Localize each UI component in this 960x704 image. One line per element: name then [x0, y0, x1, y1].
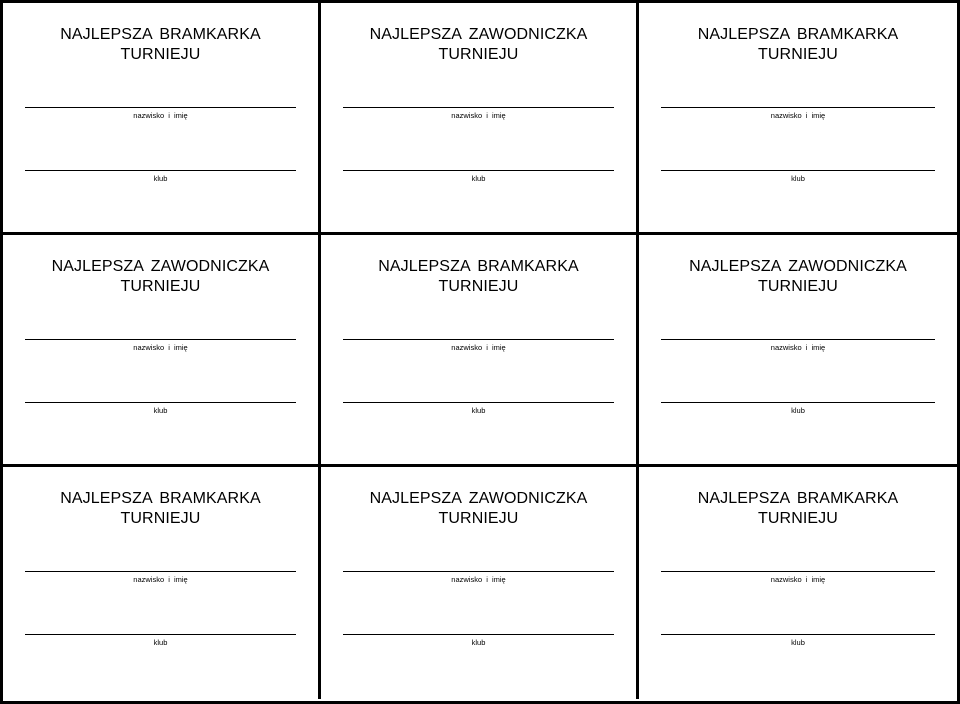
- card-title: [321, 489, 636, 529]
- card-title-line1: NAJLEPSZA ZAWODNICZKA: [369, 490, 588, 507]
- award-card: [3, 3, 321, 235]
- card-title-line2: TURNIEJU: [120, 510, 201, 527]
- club-caption: klub: [471, 638, 486, 647]
- card-title: [3, 489, 318, 529]
- name-write-line: [661, 571, 935, 572]
- card-title-line1: NAJLEPSZA ZAWODNICZKA: [51, 258, 270, 275]
- card-title: [639, 257, 957, 297]
- award-card: [639, 235, 957, 467]
- card-title-line1: NAJLEPSZA BRAMKARKA: [378, 258, 579, 275]
- club-caption: klub: [471, 406, 486, 415]
- card-title-line1: NAJLEPSZA BRAMKARKA: [697, 490, 899, 507]
- card-title: [639, 489, 957, 529]
- name-write-line: [661, 107, 935, 108]
- card-title: [3, 257, 318, 297]
- club-caption: klub: [153, 638, 168, 647]
- club-write-line: [25, 634, 296, 635]
- card-title-line2: TURNIEJU: [120, 46, 201, 63]
- name-write-line: [25, 571, 296, 572]
- name-write-line: [343, 571, 614, 572]
- name-caption: nazwisko i imię: [451, 343, 506, 352]
- card-title-line2: TURNIEJU: [758, 278, 838, 295]
- card-title: [321, 257, 636, 297]
- club-caption: klub: [153, 174, 168, 183]
- card-title: [3, 25, 318, 65]
- card-title-line2: TURNIEJU: [758, 46, 838, 63]
- name-write-line: [343, 107, 614, 108]
- club-write-line: [343, 170, 614, 171]
- award-card: [321, 467, 639, 699]
- club-write-line: [343, 402, 614, 403]
- card-title-line2: TURNIEJU: [438, 46, 519, 63]
- award-card: [321, 235, 639, 467]
- card-title: [321, 25, 636, 65]
- card-title: [639, 25, 957, 65]
- name-caption: nazwisko i imię: [770, 111, 826, 120]
- award-card: [3, 467, 321, 699]
- award-card: [3, 235, 321, 467]
- club-write-line: [25, 170, 296, 171]
- card-title-line2: TURNIEJU: [438, 278, 519, 295]
- award-card: [321, 3, 639, 235]
- name-caption: nazwisko i imię: [770, 343, 826, 352]
- name-write-line: [25, 339, 296, 340]
- name-caption: nazwisko i imię: [133, 343, 188, 352]
- name-caption: nazwisko i imię: [133, 575, 188, 584]
- card-title-line1: NAJLEPSZA BRAMKARKA: [697, 26, 899, 43]
- card-title-line1: NAJLEPSZA ZAWODNICZKA: [689, 258, 907, 275]
- name-write-line: [25, 107, 296, 108]
- card-title-line1: NAJLEPSZA BRAMKARKA: [60, 26, 261, 43]
- club-caption: klub: [471, 174, 486, 183]
- club-write-line: [661, 402, 935, 403]
- club-write-line: [343, 634, 614, 635]
- club-caption: klub: [153, 406, 168, 415]
- club-write-line: [661, 170, 935, 171]
- name-caption: nazwisko i imię: [770, 575, 826, 584]
- name-caption: nazwisko i imię: [133, 111, 188, 120]
- award-card: [639, 3, 957, 235]
- card-title-line2: TURNIEJU: [758, 510, 838, 527]
- club-caption: klub: [791, 174, 805, 183]
- card-title-line2: TURNIEJU: [120, 278, 201, 295]
- club-caption: klub: [791, 638, 805, 647]
- award-card: [639, 467, 957, 699]
- card-title-line1: NAJLEPSZA ZAWODNICZKA: [369, 26, 588, 43]
- name-write-line: [343, 339, 614, 340]
- club-write-line: [661, 634, 935, 635]
- name-write-line: [661, 339, 935, 340]
- name-caption: nazwisko i imię: [451, 111, 506, 120]
- name-caption: nazwisko i imię: [451, 575, 506, 584]
- card-title-line2: TURNIEJU: [438, 510, 519, 527]
- card-title-line1: NAJLEPSZA BRAMKARKA: [60, 490, 261, 507]
- club-caption: klub: [791, 406, 805, 415]
- club-write-line: [25, 402, 296, 403]
